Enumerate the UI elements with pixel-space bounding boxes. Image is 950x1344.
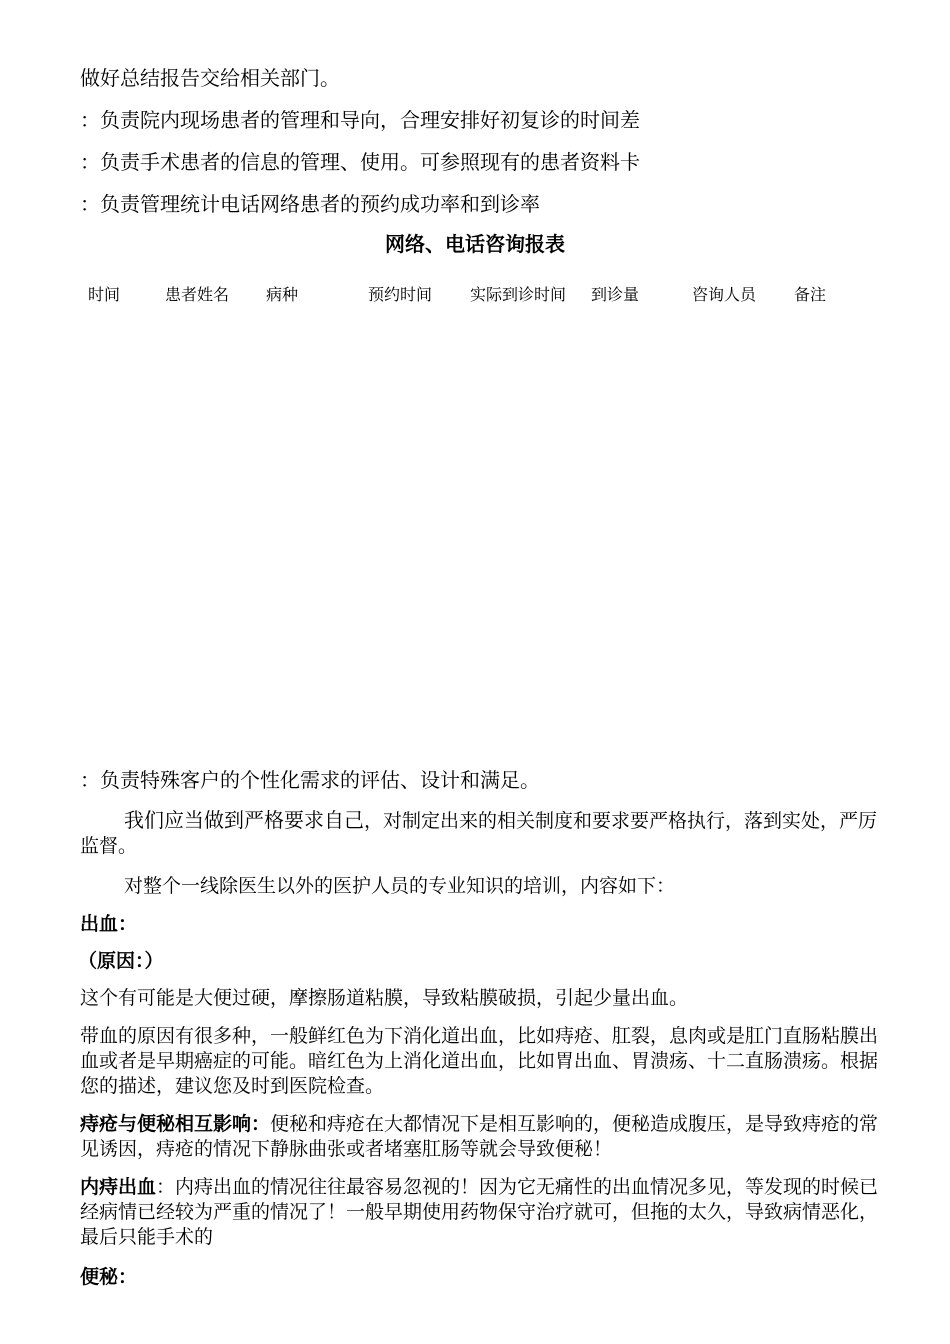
bleeding-heading: 出血： [80,913,138,935]
col-header-remarks: 备注 [794,285,827,304]
hemorrhoid-text: 便秘和痔疮在大都情况下是相互影响的，便秘造成腹压，是导致痔疮的常见诱因，痔疮的情况下静脉曲张或者堵塞肛肠等就会导致便秘！ [80,1113,879,1160]
reason-heading: （原因：） [78,950,164,972]
hemorrhoid-lead: 痔疮与便秘相互影响： [80,1113,271,1135]
duty-line-onsite-patients: ：负责院内现场患者的管理和导向，合理安排好初复诊的时间差 [80,108,640,132]
cause-paragraph-2: 带血的原因有很多种，一般鲜红色为下消化道出血，比如痔疮、肛裂，息肉或是肛门直肠粘膜出血或者是早期癌症的可能。暗红色为上消化道出血，比如胃出血、胃溃疡、十二直肠溃疡。根据您的描述，建议您及时到医院检查。 [80,1025,879,1097]
report-table-title: 网络、电话咨询报表 [385,232,565,256]
internal-lead: 内痔出血 [80,1176,157,1198]
strict-lead-text: 我们应当做到严格要求自己 [124,808,364,832]
internal-text: ：内痔出血的情况往往最容易忽视的！因为它无痛性的出血情况多见，等发现的时候已经病情已经较为严重的情况了！一般早期使用药物保守治疗就可，但拖的太久，导致病情恶化，最后只能手术的 [80,1176,879,1248]
duty-line-phone-network: ：负责管理统计电话网络患者的预约成功率和到诊率 [80,192,540,216]
col-header-time: 时间 [88,285,121,304]
col-header-consultant: 咨询人员 [692,285,757,304]
strict-requirements-paragraph [80,808,880,859]
col-header-disease: 病种 [266,285,299,304]
training-intro-paragraph: 对整个一线除医生以外的医护人员的专业知识的培训，内容如下： [124,875,676,897]
col-header-visit-count: 到诊量 [591,285,640,304]
internal-hemorrhoid-paragraph [80,1175,880,1250]
cause-paragraph-1: 这个有可能是大便过硬，摩擦肠道粘膜，导致粘膜破损，引起少量出血。 [80,987,689,1009]
duty-line-surgery-patients: ：负责手术患者的信息的管理、使用。可参照现有的患者资料卡 [80,150,640,174]
strict-rest-text: ，对制定出来的相关制度和要求要严格执行，落到实处，严厉监督。 [80,810,878,857]
constipation-heading: 便秘： [80,1266,138,1288]
summary-line: 做好总结报告交给相关部门。 [80,66,340,90]
col-header-patient-name: 患者姓名 [165,285,230,304]
duty-line-special-clients: ：负责特殊客户的个性化需求的评估、设计和满足。 [80,768,540,792]
hemorrhoid-constipation-paragraph [80,1112,880,1162]
col-header-actual-visit-time: 实际到诊时间 [470,285,567,304]
col-header-appointment-time: 预约时间 [368,285,433,304]
